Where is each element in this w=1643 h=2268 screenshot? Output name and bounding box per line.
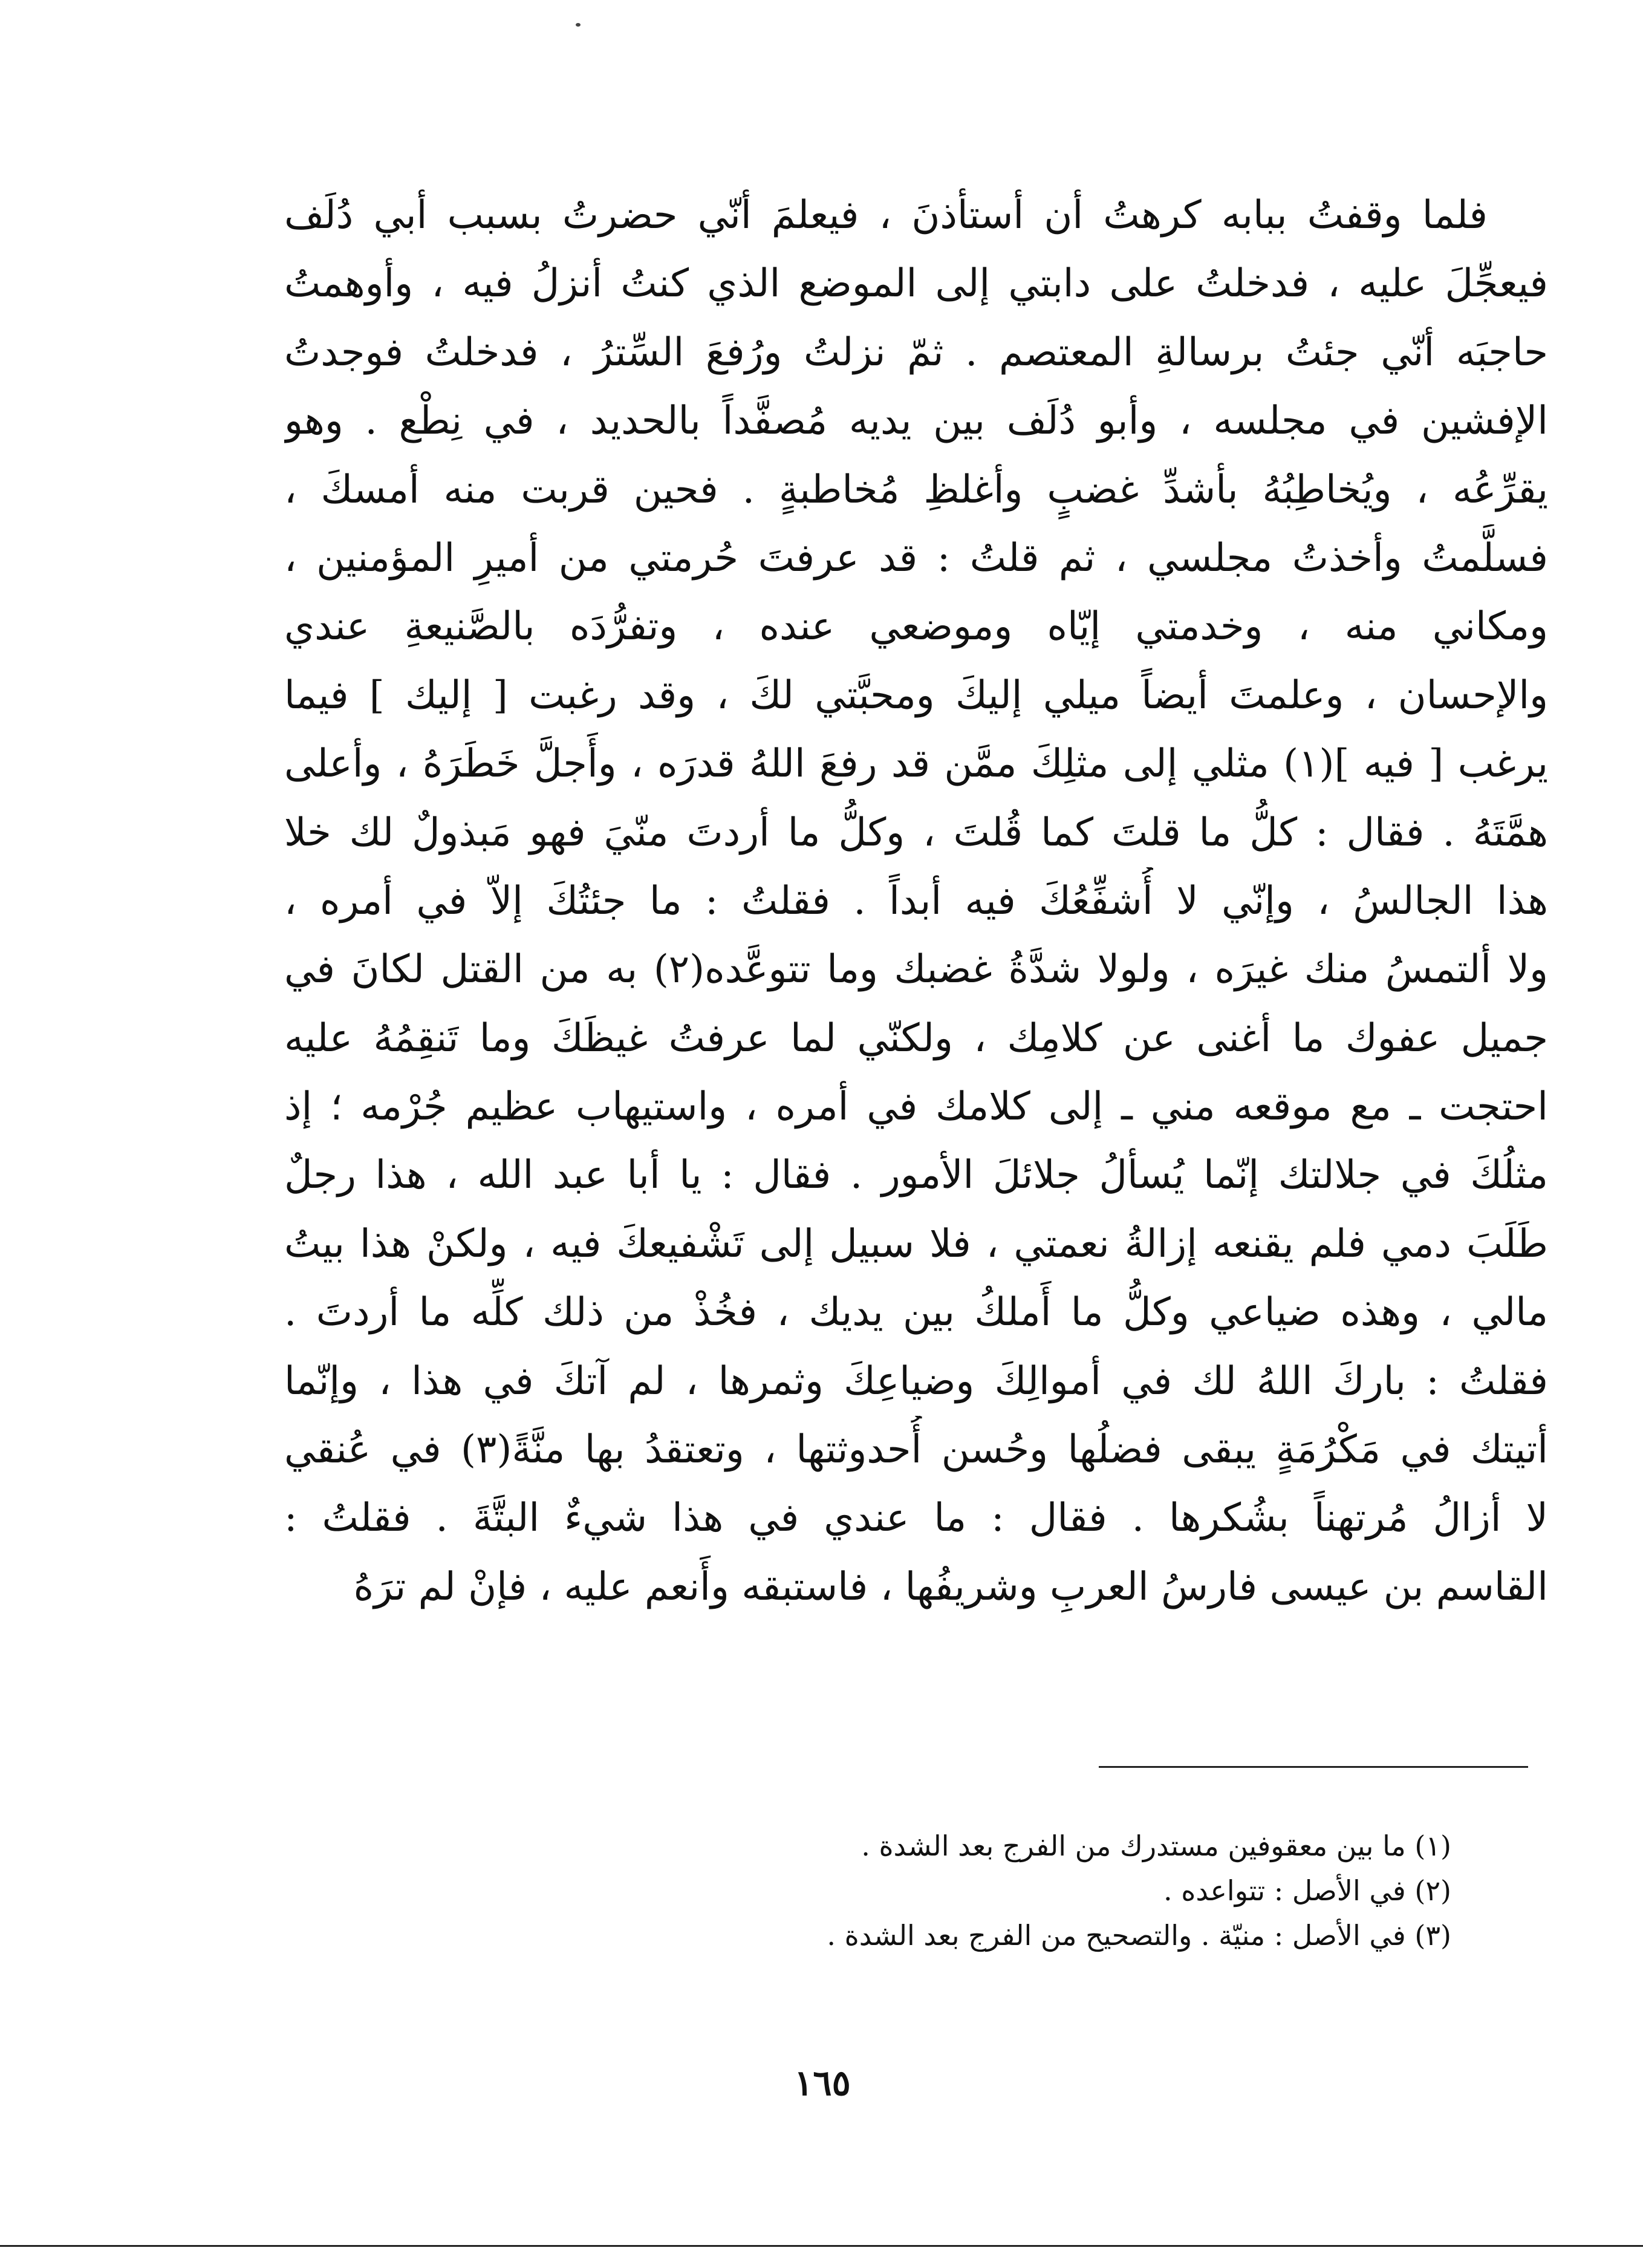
- footnote-2: (٢) في الأصل : تتواعده .: [1163, 1874, 1451, 1907]
- text-line: ولا ألتمسُ منك غيرَه ، ولولا شدَّةُ غضبك وما تتوعَّده(٢) به من القتل لكانَ في: [284, 947, 1548, 992]
- text-line: يقرِّعُه ، ويُخاطِبُهُ بأشدِّ غضبٍ وأغلظِ مُخاطبةٍ . فحين قربت منه أمسكَ ،: [284, 467, 1548, 512]
- scan-speck: [576, 23, 581, 27]
- text-line: احتجت ـ مع موقعه مني ـ إلى كلامك في أمره ، واستيهاب عظيم جُرْمه ؛ إذ: [284, 1084, 1548, 1130]
- text-line: طَلَبَ دمي فلم يقنعه إزالةُ نعمتي ، فلا سبيل إلى تَشْفيعكَ فيه ، ولكنْ هذا بيتُ: [284, 1221, 1548, 1266]
- text-line: لا أزالُ مُرتهناً بشُكرها . فقال : ما عندي في هذا شيءٌ البتَّةَ . فقلتُ :: [284, 1496, 1548, 1541]
- text-line: فلما وقفتُ ببابه كرهتُ أن أستأذنَ ، فيعلمَ أنّي حضرتُ بسبب أبي دُلَف: [284, 193, 1488, 238]
- text-line: الإفشين في مجلسه ، وأبو دُلَف بين يديه مُصفَّداً بالحديد ، في نِطْع . وهو: [284, 399, 1548, 444]
- footnotes-block: [302, 1823, 1451, 1958]
- scan-edge-line: [0, 2245, 1643, 2247]
- text-line: فسلَّمتُ وأخذتُ مجلسي ، ثم قلتُ : قد عرفتَ حُرمتي من أميرِ المؤمنين ،: [284, 535, 1548, 581]
- text-line: والإحسان ، وعلمتَ أيضاً ميلي إليكَ ومحبَّتي لكَ ، وقد رغبت [ إليك ] فيما: [284, 673, 1548, 718]
- text-line: جميل عفوك ما أغنى عن كلامِك ، ولكنّي لما عرفتُ غيظَكَ وما تَنقِمُهُ عليه: [284, 1015, 1548, 1061]
- footnote-1: (١) ما بين معقوفين مستدرك من الفرج بعد الشدة .: [861, 1830, 1451, 1862]
- text-line: مالي ، وهذه ضياعي وكلُّ ما أَملكُ بين يديك ، فخُذْ من ذلك كلِّه ما أردتَ .: [284, 1290, 1548, 1335]
- text-line: ومكاني منه ، وخدمتي إيّاه وموضعي عنده ، وتفرُّدَه بالصَّنيعةِ عندي: [284, 604, 1548, 650]
- main-text-block: [284, 181, 1548, 1621]
- text-line: حاجبَه أنّي جئتُ برسالةِ المعتصم . ثمّ نزلتُ ورُفعَ السِّترُ ، فدخلتُ فوجدتُ: [284, 330, 1548, 375]
- text-line: أتيتك في مَكْرُمَةٍ يبقى فضلُها وحُسن أُحدوثتها ، وتعتقدُ بها منَّةً(٣) في عُنقي: [284, 1427, 1548, 1473]
- footnote-3: (٣) في الأصل : منيّة . والتصحيح من الفرج بعد الشدة .: [827, 1919, 1451, 1952]
- page-number: ١٦٥: [794, 2062, 851, 2103]
- text-line: يرغب [ فيه ](١) مثلي إلى مثلِكَ ممَّن قد رفعَ اللهُ قدرَه ، وأَجلَّ خَطَرَهُ ، وأعلى: [284, 741, 1548, 787]
- text-line: القاسم بن عيسى فارسُ العربِ وشريفُها ، فاستبقه وأَنعم عليه ، فإنْ لم ترَهُ: [353, 1564, 1548, 1609]
- footnote-divider: [1099, 1766, 1528, 1768]
- text-line: فقلتُ : باركَ اللهُ لك في أموالِكَ وضياعِكَ وثمرها ، لم آتكَ في هذا ، وإنّما: [284, 1358, 1548, 1404]
- text-line: هذا الجالسُ ، وإنّي لا أُشفِّعُكَ فيه أبداً . فقلتُ : ما جئتُكَ إلاّ في أمره ،: [284, 878, 1548, 924]
- text-line: همَّتَهُ . فقال : كلُّ ما قلتَ كما قُلتَ ، وكلُّ ما أردتَ منّيَ فهو مَبذولٌ لك خلا: [284, 810, 1548, 855]
- text-line: مثلُكَ في جلالتك إنّما يُسألُ جلائلَ الأمور . فقال : يا أبا عبد الله ، هذا رجلٌ: [284, 1153, 1548, 1198]
- text-line: فيعجِّلَ عليه ، فدخلتُ على دابتي إلى الموضع الذي كنتُ أنزلُ فيه ، وأوهمتُ: [284, 261, 1548, 307]
